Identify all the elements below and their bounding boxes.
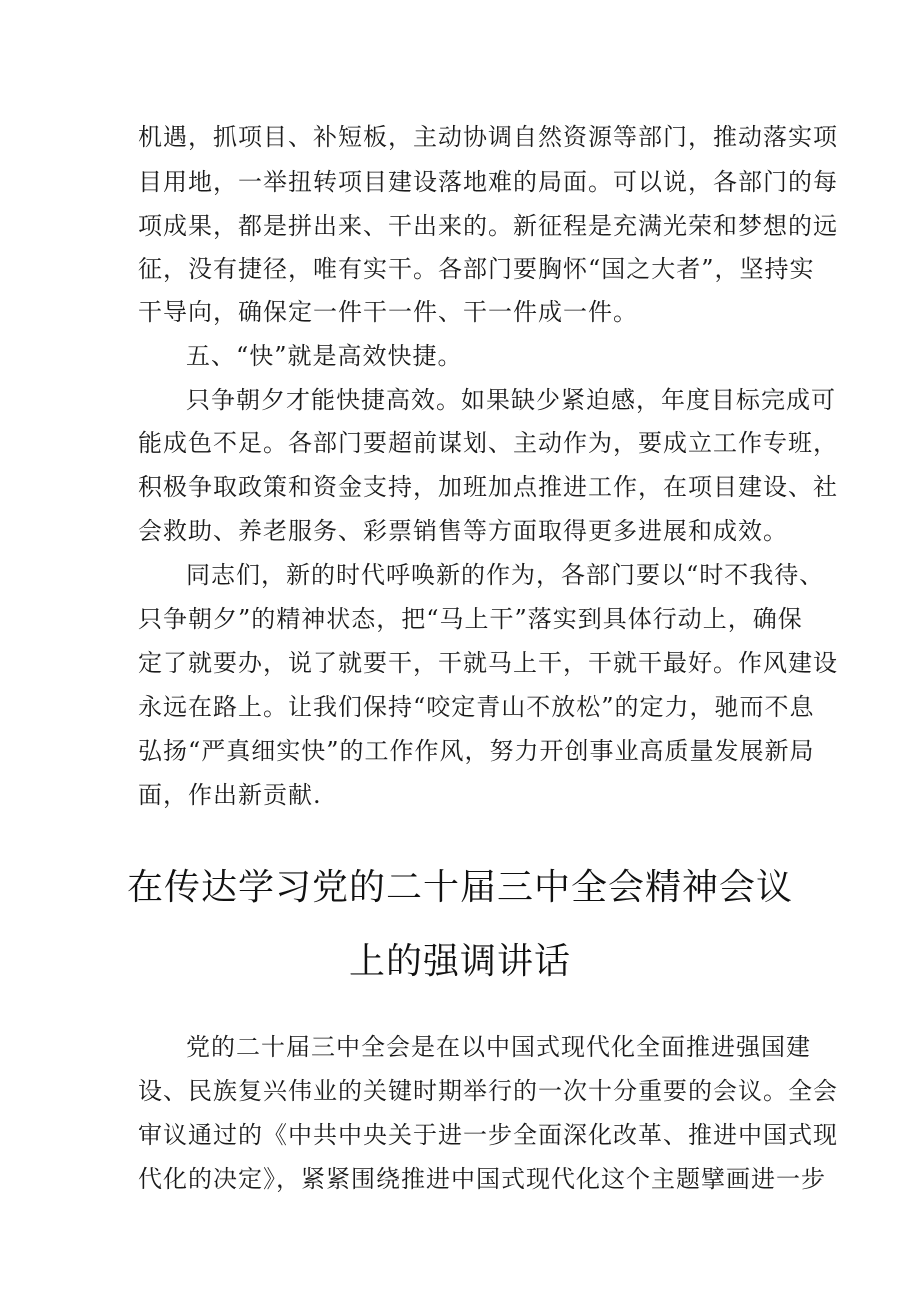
body-text-line: 永远在路上。让我们保持“咬定青山不放松”的定力，驰而不息 [138,693,815,721]
body-text-line: 代化的决定》，紧紧围绕推进中国式现代化这个主题擘画进一步 [138,1165,826,1193]
body-text-line: 面，作出新贡献. [138,781,322,809]
body-text-line: 干导向，确保定一件干一件、干一件成一件。 [138,298,638,326]
body-text-line: 目用地，一举扭转项目建设落地难的局面。可以说，各部门的每 [138,168,838,196]
body-text-line: 只争朝夕”的精神状态，把“马上干”落实到具体行动上，确保 [138,605,803,633]
body-text-line: 只争朝夕才能快捷高效。如果缺少紧迫感，年度目标完成可 [186,386,836,414]
body-text-line: 能成色不足。各部门要超前谋划、主动作为，要成立工作专班， [138,429,838,457]
body-text-line: 弘扬“严真细实快”的工作作风，努力开创事业高质量发展新局 [138,737,815,765]
body-text-line: 会救助、养老服务、彩票销售等方面取得更多进展和成效。 [138,517,788,545]
body-text-line: 设、民族复兴伟业的关键时期举行的一次十分重要的会议。全会 [138,1077,838,1105]
body-text-line: 项成果，都是拼出来、干出来的。新征程是充满光荣和梦想的远 [138,212,838,240]
body-text-line: 机遇，抓项目、补短板，主动协调自然资源等部门，推动落实项 [138,123,838,151]
document-title-line2: 上的强调讲话 [348,941,571,982]
body-text-line: 征，没有捷径，唯有实干。各部门要胸怀“国之大者”，坚持实 [138,255,815,283]
body-text-line: 党的二十届三中全会是在以中国式现代化全面推进强国建 [186,1033,811,1061]
body-text-line: 定了就要办，说了就要干，干就马上干，干就干最好。作风建设 [138,649,838,677]
body-text-line: 审议通过的《中共中央关于进一步全面深化改革、推进中国式现 [138,1121,838,1149]
body-text-line: 积极争取政策和资金支持，加班加点推进工作，在项目建设、社 [138,473,838,501]
document-title-line1: 在传达学习党的二十届三中全会精神会议 [126,867,793,908]
body-text-line: 同志们，新的时代呼唤新的作为，各部门要以“时不我待、 [186,561,825,589]
section-heading: 五、“快”就是高效快捷。 [186,342,463,370]
